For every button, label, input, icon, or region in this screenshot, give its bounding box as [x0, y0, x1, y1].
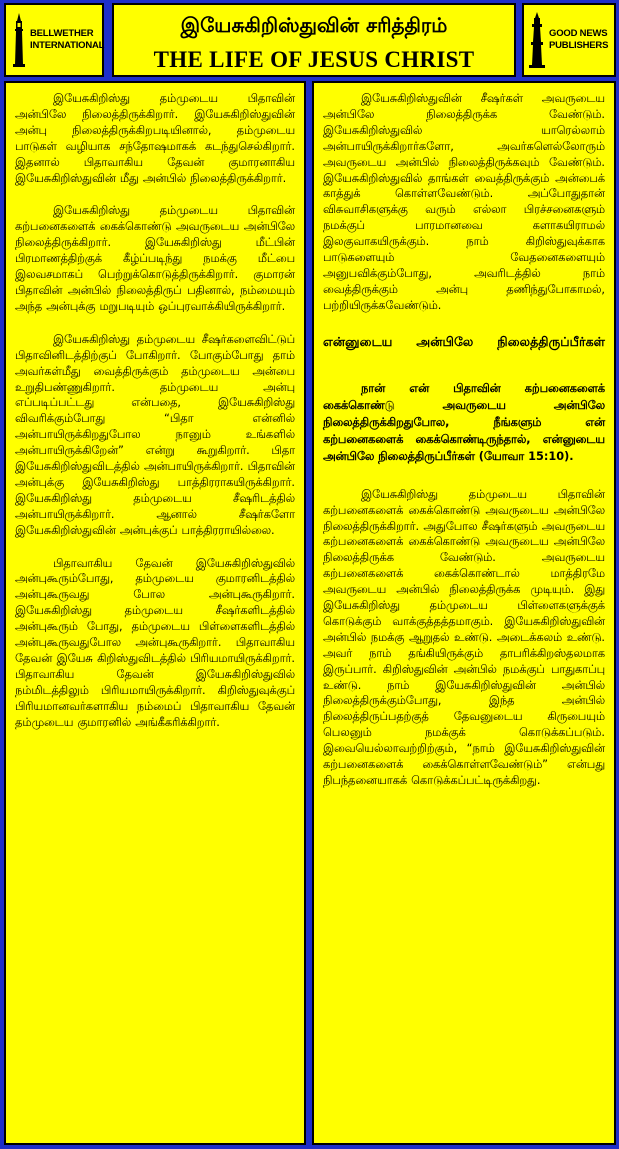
page-title-tamil: இயேசுகிறிஸ்துவின் சரித்திரம்: [180, 13, 448, 37]
bellwether-logo: [4, 3, 104, 77]
left-paragraph-1: இயேசுகிறிஸ்து தம்முடைய பிதாவின் அன்பிலே நிலைத்திருக்கிறார். இயேசுகிறிஸ்துவின் அன்பு நிலைத்திருக்கிறபடியினால், தம்முடைய பாடுகள் வழியாக சந்தோஷமாகக் கடந்துசெல்கிறார். இதனால் பிதாவாகிய தேவன் குமாரனாகிய இயேசுகிறிஸ்துவின் மீது அன்பில் நிலைத்திருக்கிறார்.: [15, 92, 295, 185]
logo-left-line2: INTERNATIONAL: [30, 40, 105, 51]
left-paragraph-4: பிதாவாகிய தேவன் இயேசுகிறிஸ்துவில் அன்புகூரும்போது, தம்முடைய குமாரனிடத்தில் அன்புகூருவது போல அன்புகூருகிறார். இயேசுகிறிஸ்து தம்முடைய சீஷர்களிடத்தில் அன்புகூரும் போது, தம்முடைய பிள்ளைகளிடத்தில் அன்புகூருவதுபோல அன்புகூருகிறார். பிதாவாகிய தேவன் இயேசு கிறிஸ்துவிடத்தில் பிரியமாயிருக்கிறார். பிதாவாகிய தேவன் இயேசுகிறிஸ்துவில் நம்மிடத்திலும் பிரியமாயிருக்கிறார். கிறிஸ்துவுக்குப் பிரியமானவர்களாகிய நம்மைப் பிதாவாகிய தேவன் தம்முடைய குமாரனில் அங்கீகரிக்கிறார்.: [15, 556, 295, 729]
logo-left-line1: BELLWETHER: [30, 28, 94, 39]
section-heading: என்னுடைய அன்பிலே நிலைத்திருப்பீர்கள்: [323, 333, 605, 349]
right-column: [312, 81, 616, 1145]
title-banner: [112, 3, 516, 77]
right-paragraph-bottom: இயேசுகிறிஸ்து தம்முடைய பிதாவின் கற்பனைகளைக் கைக்கொண்டு அவருடைய அன்பிலே நிலைத்திருக்கிறார். அதுபோல சீஷர்களும் அவருடைய கற்பனைகளைக் கைக்கொண்டு அவருடைய அன்பிலே நிலைத்திருக்க வேண்டும். அவருடைய கற்பனைகளைக் கைக்கொண்டால் மாத்திரமே அவருடைய அன்பில் நிலைத்திருக்க முடியும். இது இயேசுகிறிஸ்து தம்முடைய பிள்ளைகளுக்குக் கொடுக்கும் வாக்குத்தத்தமாகும். இயேசுகிறிஸ்துவின் அன்பில் நமக்கு ஆறுதல் உண்டு. அடைக்கலம் உண்டு. அவர் நாம் தங்கியிருக்கும் தாபரிக்கிறஸ்தலமாக இருப்பார். கிறிஸ்துவின் அன்பில் நமக்குப் பாதுகாப்பு உண்டு. நாம் இயேசுகிறிஸ்துவின் அன்பில் நிலைத்திருக்கும்போது, இந்த அன்பில் நிலைத்திருப்பதற்குத் தேவனுடைய கிருபையும் பெலனும் நமக்குக் கொடுக்கப்படும். இவையெல்லாவற்றிற்கும், “நாம் இயேசுகிறிஸ்துவின் கற்பனைகளைக் கைக்கொள்ளவேண்டும்” என்பது நிபந்தனையாகக் கொடுக்கப்பட்டிருக்கிறது.: [323, 487, 605, 787]
left-paragraph-2: இயேசுகிறிஸ்து தம்முடைய பிதாவின் கற்பனைகளைக் கைக்கொண்டு அவருடைய அன்பிலே நிலைத்திருக்கிறார். இயேசுகிறிஸ்து மீட்பின் பிரமாணத்திற்குக் கீழ்ப்படிந்து நமக்கு மீட்பை இலவசமாகப் பெற்றுக்கொடுத்திருக்கிறார். குமாரன் பிதாவின் அன்பில் நிலைத்திருப் பதினால், நம்மையும் அந்த அன்புக்கு மறுபடியும் ஒப்புரவாக்கியிருக்கிறார்.: [15, 204, 295, 313]
left-column: [4, 81, 306, 1145]
logo-right-line1: GOOD NEWS: [549, 28, 608, 39]
right-paragraph-top: இயேசுகிறிஸ்துவின் சீஷர்கள் அவருடைய அன்பிலே நிலைத்திருக்க வேண்டும். இயேசுகிறிஸ்துவில் யாரெல்லாம் அன்பாயிருக்கிறார்களோ, அவர்களெல்லோரும் அவருடைய அன்பில் நிலைத்திருக்கவும் வேண்டும். இயேசுகிறிஸ்துவில் தாங்கள் வைத்திருக்கும் அன்பைக் காத்துக் கொள்ளவேண்டும். அப்போதுதான் விசுவாசிகளுக்கு வரும் எல்லா பிரச்சனைகளும் நமக்குப் பாரமானவை களாகயிராமல் இலகுவாகயிருக்கும். நாம் கிறிஸ்துவுக்காக பாடுகளையும் வேதனைகளையும் அனுபவிக்கும்போது, அவரிடத்தில் நாம் வைத்திருக்கும் அன்பு தணிந்துபோகாமல், பற்றியிருக்கவேண்டும்.: [323, 92, 605, 312]
logo-right-line2: PUBLISHERS: [549, 40, 609, 51]
tower-icon: [529, 12, 545, 68]
left-paragraph-3: இயேசுகிறிஸ்து தம்முடைய சீஷர்களைவிட்டுப் பிதாவினிடத்திற்குப் போகிறார். போகும்போது தாம் அவர்கள்மீது வைத்திருக்கும் தம்முடைய அன்பை உறுதிபண்ணுகிறார். தம்முடைய அன்பு எப்படிப்பட்டது என்பதை, இயேசுகிறிஸ்து விவரிக்கும்போது “பிதா என்னில் அன்பாயிருக்கிறதுபோல நானும் உங்களில் அன்பாயிருக்கிறேன்” என்று கூறுகிறார். பிதா இயேசுகிறிஸ்துவிடத்தில் அன்பாயிருக்கிறார். பிதாவின் அன்புக்கு இயேசுகிறிஸ்து பாத்திரராகயிருக்கிறார். இயேசுகிறிஸ்து தம்முடைய சீஷரிடத்தில் அன்பாயிருக்கிறார். ஆனால் சீஷர்களோ இயேசுகிறிஸ்துவின் அன்புக்குப் பாத்திரராயில்லை.: [15, 332, 295, 537]
page-title-english: THE LIFE OF JESUS CHRIST: [153, 47, 475, 72]
bell-tower-icon: [12, 13, 26, 67]
bible-verse: நான் என் பிதாவின் கற்பனைகளைக் கைக்கொண்டு அவருடைய அன்பிலே நிலைத்திருக்கிறதுபோல, நீங்களும் என் கற்பனைகளைக் கைக்கொண்டிருந்தால், என்னுடைய அன்பிலே நிலைத்திருப்பீர்கள் (யோவா 15:10).: [323, 381, 605, 463]
good-news-logo: [522, 3, 616, 77]
